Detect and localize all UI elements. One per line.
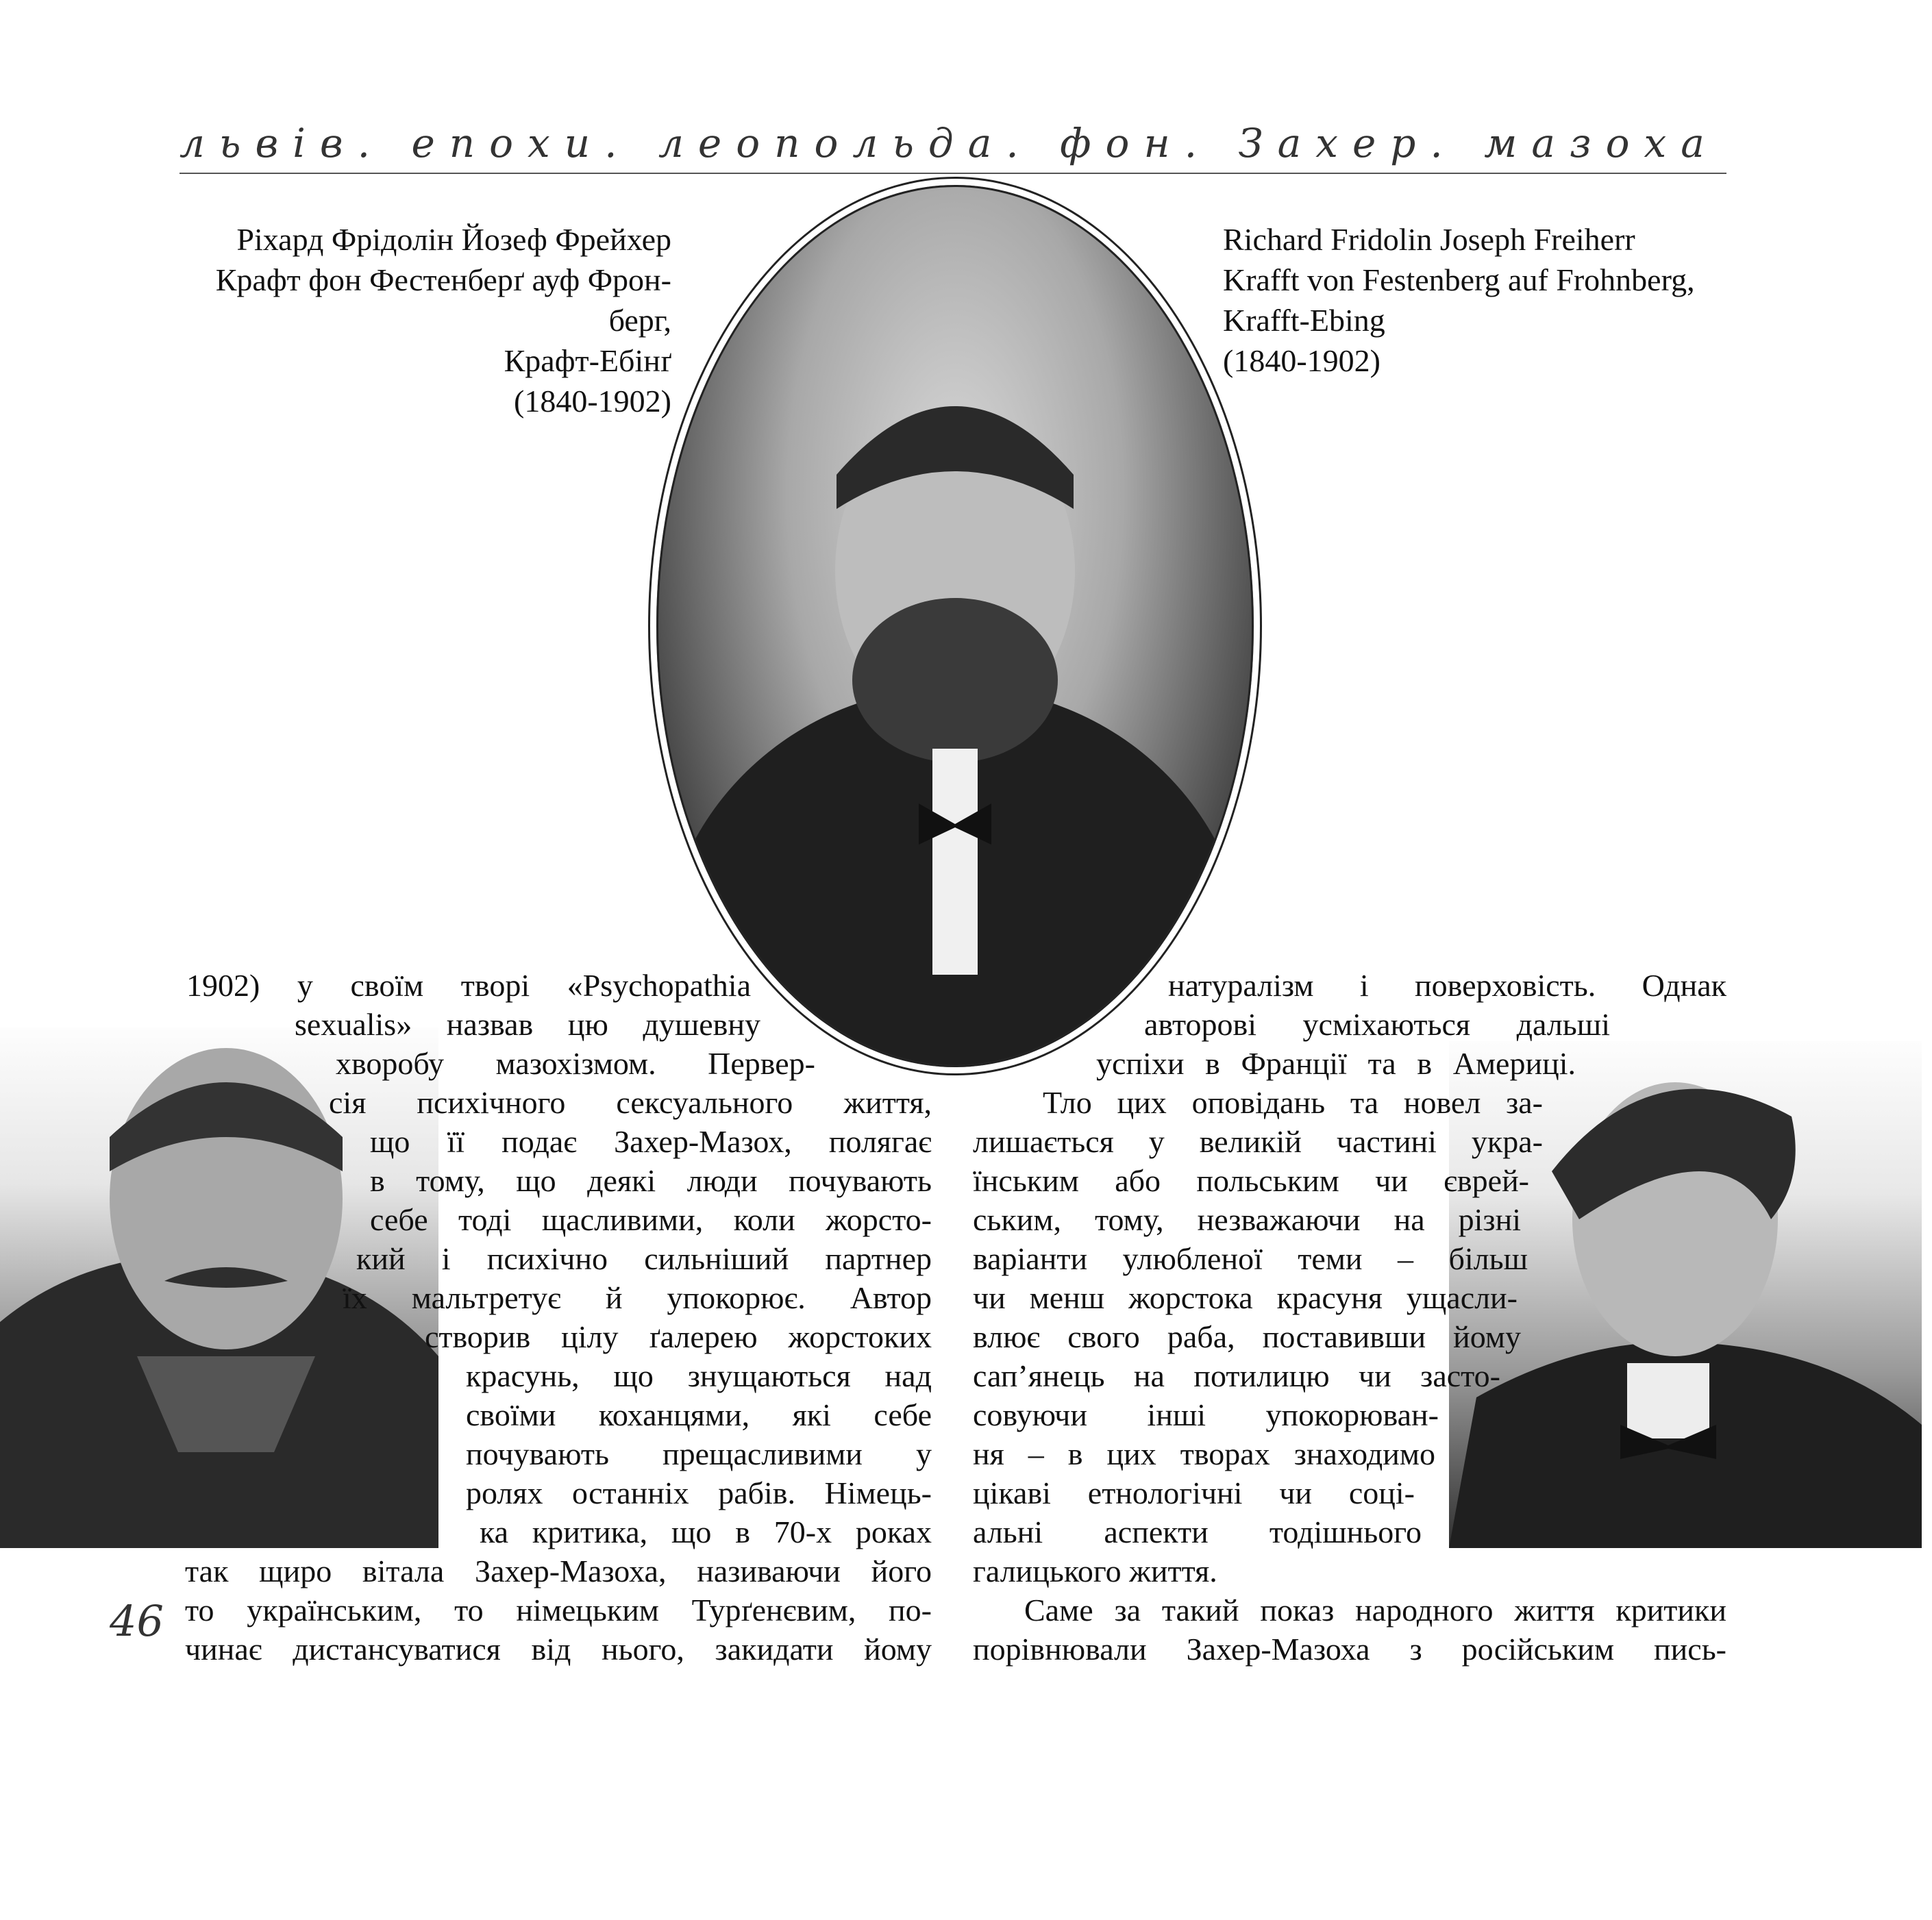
left-line: красунь, що знущаються над	[466, 1358, 932, 1393]
header-rule	[179, 173, 1726, 174]
left-line: чинає дистансуватися від нього, закидати йому	[185, 1632, 932, 1667]
caption-english: Richard Fridolin Joseph Freiherr Krafft von Festenberg auf Frohnberg, Krafft-Ebing (1840-1902)	[1223, 222, 1695, 378]
left-line: їх мальтретує й упокорює. Автор	[343, 1280, 932, 1315]
left-line: так щиро вітала Захер-Мазоха, називаючи його	[185, 1554, 932, 1588]
left-line: то українським, то німецьким Турґенєвим, по-	[185, 1593, 932, 1628]
caption-ukrainian: Ріхард Фрідолін Йозеф Фрейхер Крафт фон Фестенберґ ауф Фрон- берг, Крафт-Ебінґ (1840-1902)	[215, 222, 671, 419]
left-line: створив цілу ґалерею жорстоких	[425, 1319, 932, 1354]
right-line: цікаві етнологічні чи соці-	[973, 1475, 1415, 1510]
right-line: совуючи інші упокорюван-	[973, 1397, 1439, 1432]
page-number: 46	[110, 1596, 164, 1646]
right-line: альні аспекти тодішнього	[973, 1514, 1422, 1549]
right-line: успіхи в Франції та в Америці.	[1096, 1046, 1576, 1081]
right-line: лишається у великій частині укра-	[973, 1124, 1543, 1159]
right-line: влює свого раба, поставивши йому	[973, 1319, 1521, 1354]
left-line: в тому, що деякі люди почувають	[370, 1163, 932, 1198]
right-line: Тло цих оповідань та новел за-	[1043, 1085, 1543, 1120]
left-line: ролях останніх рабів. Німець-	[466, 1475, 932, 1510]
right-line: авторові усміхаються дальші	[1144, 1007, 1610, 1042]
left-line: sexualis» назвав цю душевну	[295, 1007, 760, 1042]
left-line: себе тоді щасливими, коли жорсто-	[370, 1202, 932, 1237]
running-header: львів. епохи. леопольда. фон. Захер. мазоха	[179, 120, 1719, 166]
left-line: хворобу мазохізмом. Первер-	[336, 1046, 815, 1081]
right-line: варіанти улюбленої теми – більш	[973, 1241, 1528, 1276]
left-line: що її подає Захер-Мазох, полягає	[370, 1124, 932, 1159]
right-line: Саме за такий показ народного життя критики	[1024, 1593, 1726, 1628]
left-line: кий і психічно сильніший партнер	[356, 1241, 932, 1276]
right-line: порівнювали Захер-Мазоха з російським пись-	[973, 1632, 1726, 1667]
right-line: їнським або польським чи єврей-	[973, 1163, 1529, 1198]
left-line: сія психічного сексуального життя,	[329, 1085, 932, 1120]
right-line: галицького життя.	[973, 1554, 1217, 1588]
portrait-krafft-ebing	[656, 185, 1254, 1067]
right-line: сап’янець на потилицю чи засто-	[973, 1358, 1500, 1393]
left-line: 1902) у своїм творі «Psychopathia	[186, 968, 751, 1003]
right-line: ня – в цих творах знаходимо	[973, 1436, 1435, 1471]
right-line: натуралізм і поверховість. Однак	[1168, 968, 1726, 1003]
left-line: почувають прещасливими у	[466, 1436, 932, 1471]
left-line: ка критика, що в 70-х роках	[480, 1514, 932, 1549]
right-line: ським, тому, незважаючи на різні	[973, 1202, 1521, 1237]
right-line: чи менш жорстока красуня ущасли-	[973, 1280, 1518, 1315]
left-line: своїми коханцями, які себе	[466, 1397, 932, 1432]
